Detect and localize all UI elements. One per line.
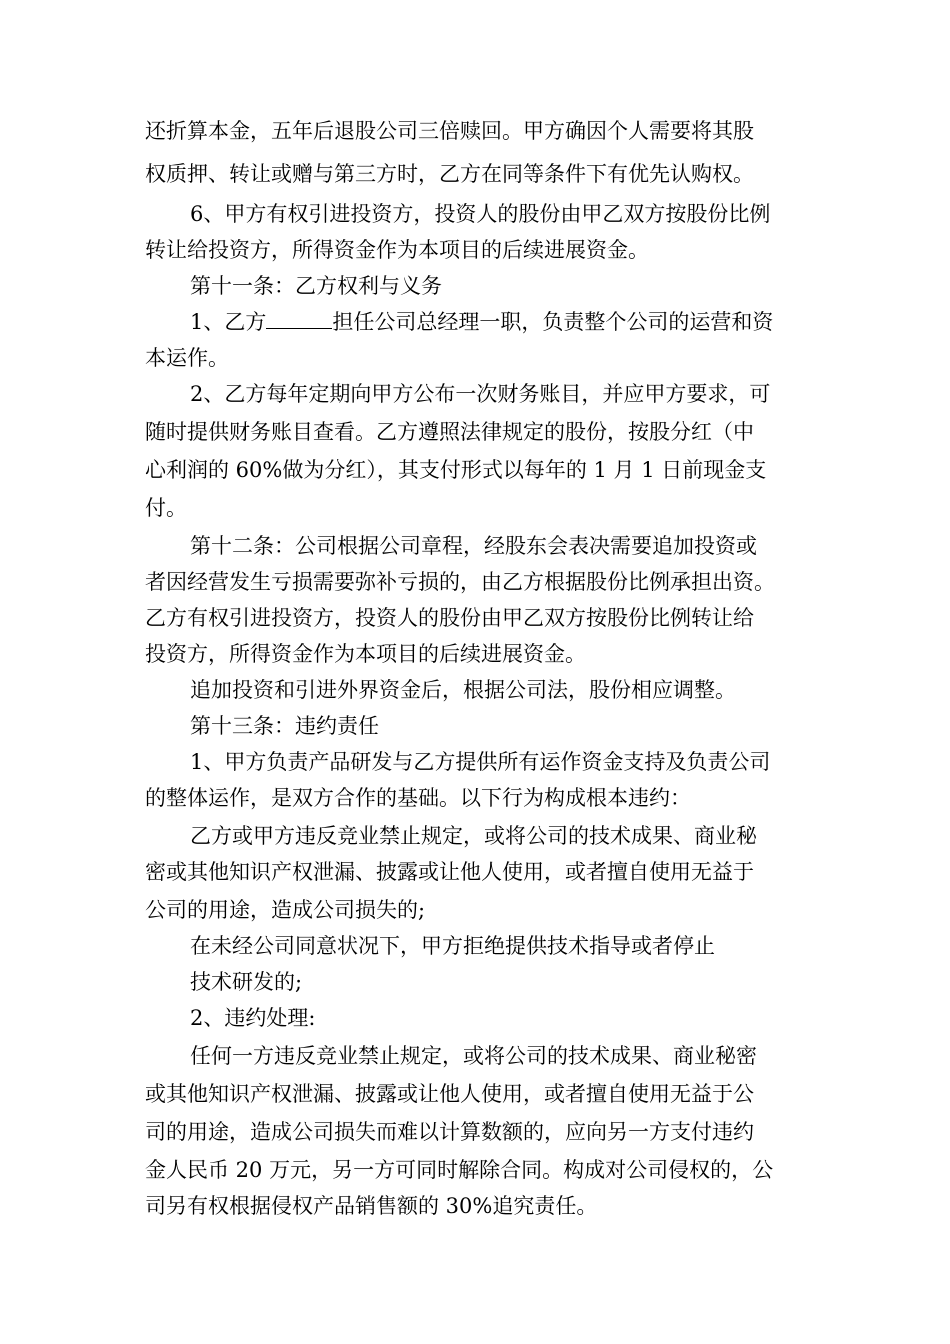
paragraph-line: 乙方有权引进投资方，投资人的股份由甲乙双方按股份比例转让给 (145, 606, 754, 630)
paragraph-line: 金人民币 20 万元，另一方可同时解除合同。构成对公司侵权的，公 (145, 1158, 774, 1182)
paragraph-line: 本运作。 (145, 346, 229, 370)
section-heading: 第十一条：乙方权利与义务 (190, 274, 442, 298)
paragraph-line: 公司的用途，造成公司损失的; (145, 898, 426, 922)
line-text: 担任公司总经理一职，负责整个公司的运营和资 (332, 310, 774, 334)
paragraph-line: 2、乙方每年定期向甲方公布一次财务账目，并应甲方要求，可 (190, 382, 771, 406)
paragraph-line: 还折算本金，五年后退股公司三倍赎回。甲方确因个人需要将其股 (145, 119, 754, 143)
paragraph-line: 任何一方违反竞业禁止规定，或将公司的技术成果、商业秘密 (190, 1044, 757, 1068)
paragraph-line: 随时提供财务账目查看。乙方遵照法律规定的股份，按股分红（中 (145, 420, 754, 444)
paragraph-line: 司的用途，造成公司损失而难以计算数额的，应向另一方支付违约 (145, 1120, 754, 1144)
paragraph-line: 转让给投资方，所得资金作为本项目的后续进展资金。 (145, 238, 649, 262)
paragraph-line: 心利润的 60%做为分红），其支付形式以每年的 1 月 1 日前现金支 (145, 458, 767, 482)
paragraph-line: 的整体运作，是双方合作的基础。以下行为构成根本违约： (145, 786, 691, 810)
paragraph-line: 乙方或甲方违反竞业禁止规定，或将公司的技术成果、商业秘 (190, 824, 757, 848)
paragraph-line: 或其他知识产权泄漏、披露或让他人使用，或者擅自使用无益于公 (145, 1082, 754, 1106)
paragraph-line: 投资方，所得资金作为本项目的后续进展资金。 (145, 642, 586, 666)
paragraph-line: 技术研发的; (190, 970, 303, 994)
section-heading: 第十二条：公司根据公司章程，经股东会表决需要追加投资或 (190, 534, 757, 558)
paragraph-line: 在未经公司同意状况下，甲方拒绝提供技术指导或者停止 (190, 934, 715, 958)
paragraph-line: 权质押、转让或赠与第三方时，乙方在同等条件下有优先认购权。 (145, 162, 754, 186)
blank-underline (266, 310, 332, 329)
paragraph-line: 追加投资和引进外界资金后，根据公司法，股份相应调整。 (190, 678, 736, 702)
paragraph-line: 6、甲方有权引进投资方，投资人的股份由甲乙双方按股份比例 (190, 202, 771, 226)
paragraph-line: 者因经营发生亏损需要弥补亏损的，由乙方根据股份比例承担出资。 (145, 570, 775, 594)
line-text: 1、乙方 (190, 310, 267, 334)
paragraph-line: 密或其他知识产权泄漏、披露或让他人使用，或者擅自使用无益于 (145, 860, 754, 884)
paragraph-line: 1、甲方负责产品研发与乙方提供所有运作资金支持及负责公司 (190, 750, 771, 774)
paragraph-line (190, 308, 805, 336)
paragraph-line: 付。 (145, 496, 187, 520)
section-heading: 第十三条：违约责任 (190, 714, 379, 738)
paragraph-line: 2、违约处理: (190, 1006, 316, 1030)
paragraph-line: 司另有权根据侵权产品销售额的 30%追究责任。 (145, 1194, 598, 1218)
